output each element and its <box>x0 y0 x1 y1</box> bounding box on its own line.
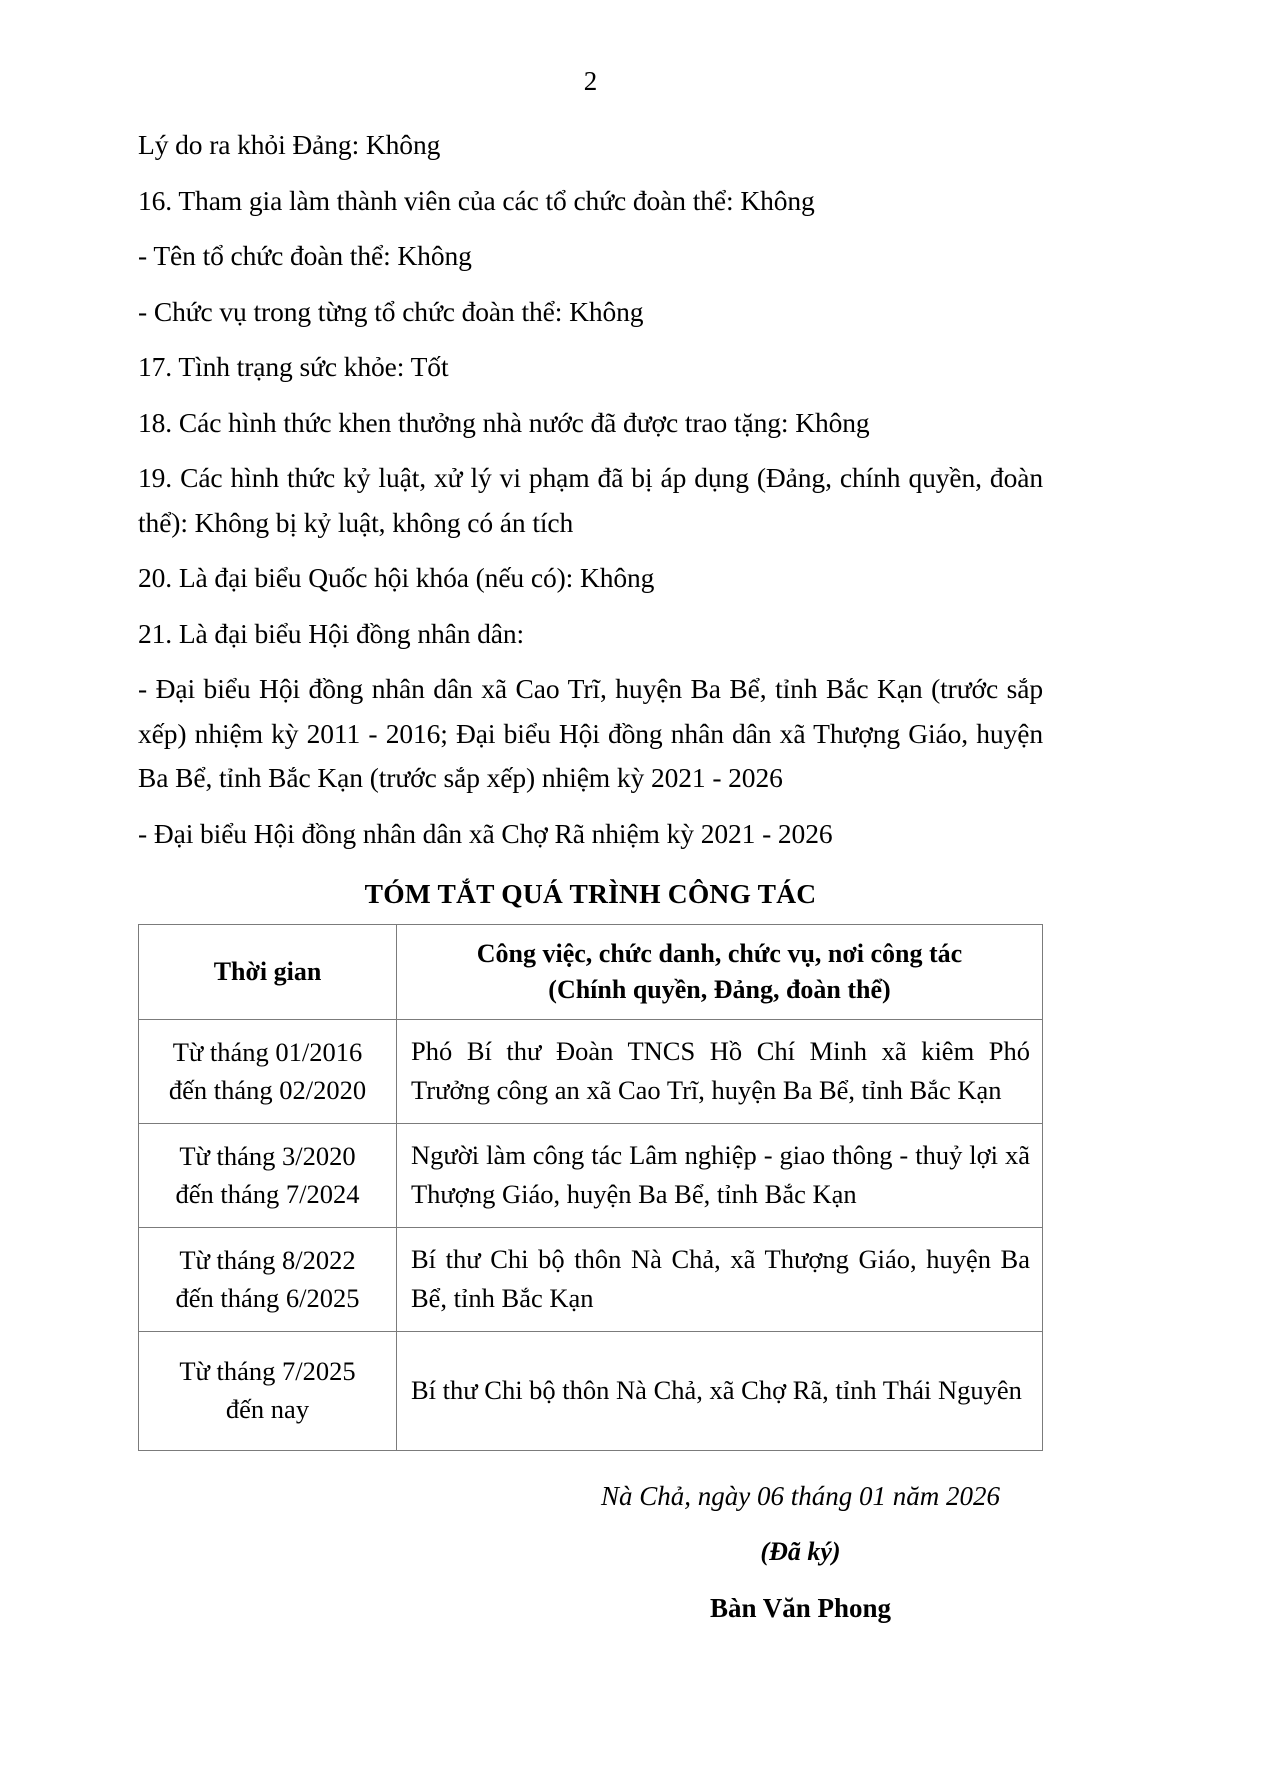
career-row-0-time-inner <box>139 1021 396 1123</box>
career-row-3-description <box>397 1332 1043 1451</box>
career-row-2-time-line2: đến tháng 6/2025 <box>175 1282 360 1313</box>
career-header-work-label <box>397 925 1042 1019</box>
career-table-title: TÓM TẮT QUÁ TRÌNH CÔNG TÁC <box>364 878 817 909</box>
body-line-reason-leaving-party: Lý do ra khỏi Đảng: Không <box>138 129 441 160</box>
body-line-item-16: 16. Tham gia làm thành viên của các tổ chức đoàn thể: Không <box>138 184 815 216</box>
table-row <box>139 1228 1043 1332</box>
career-row-0-time-line2: đến tháng 02/2020 <box>168 1074 367 1105</box>
signature-place-date: Nà Chả, ngày 06 tháng 01 năm 2026 <box>600 1481 1000 1511</box>
career-row-3-description-text: Bí thư Chi bộ thôn Nà Chả, xã Chợ Rã, tỉnh Thái Nguyên <box>411 1374 1022 1405</box>
career-row-2-time-inner <box>139 1229 396 1331</box>
career-row-3-time <box>139 1332 397 1451</box>
body-paragraph-item-19: 19. Các hình thức kỷ luật, xử lý vi phạm đã bị áp dụng (Đảng, chính quyền, đoàn thể): Không bị kỷ luật, không có án tích <box>138 462 1043 538</box>
career-header-time-label: Thời gian <box>213 957 322 986</box>
career-row-1-time-line1: Từ tháng 3/2020 <box>179 1140 356 1171</box>
career-row-0-description <box>397 1020 1043 1124</box>
body-line-item-17: 17. Tình trạng sức khỏe: Tốt <box>138 351 449 382</box>
career-row-2-description <box>397 1228 1043 1332</box>
career-row-3-time-line2: đến nay <box>225 1394 310 1424</box>
career-table-header-row <box>139 925 1043 1020</box>
career-row-2-time <box>139 1228 397 1332</box>
signature-inner <box>566 1475 1036 1629</box>
career-row-2-time-line1: Từ tháng 8/2022 <box>179 1244 356 1275</box>
body-paragraph-item-21-dash-2: - Đại biểu Hội đồng nhân dân xã Chợ Rã nhiệm kỳ 2021 - 2026 <box>138 817 833 849</box>
body-paragraph-item-21-dash-1: - Đại biểu Hội đồng nhân dân xã Cao Trĩ, huyện Ba Bể, tỉnh Bắc Kạn (trước sắp xếp) nhiệm kỳ 2011 - 2016; Đại biểu Hội đồng nhân dân xã Thượng Giáo, huyện Ba Bể, tỉnh Bắc Kạn (trước sắp xếp) nhiệm kỳ 2021 - 2026 <box>138 673 1043 793</box>
body-line-item-21: 21. Là đại biểu Hội đồng nhân dân: <box>138 617 525 649</box>
career-header-time <box>139 925 397 1020</box>
career-summary-table <box>138 924 1043 1451</box>
signature-block <box>138 1475 1043 1629</box>
career-table-head <box>139 925 1043 1020</box>
career-header-work-line1: Công việc, chức danh, chức vụ, nơi công tác <box>476 939 963 968</box>
page-number: 2 <box>583 66 598 96</box>
body-line-item-16-org-name: - Tên tổ chức đoàn thể: Không <box>138 240 472 271</box>
signature-name: Bàn Văn Phong <box>709 1593 892 1623</box>
table-row <box>139 1332 1043 1451</box>
career-header-work-line2: (Chính quyền, Đảng, đoàn thể) <box>548 975 891 1004</box>
body-text-block <box>138 123 1043 856</box>
career-row-3-time-inner <box>139 1332 396 1450</box>
career-header-work <box>397 925 1043 1020</box>
body-line-item-18: 18. Các hình thức khen thưởng nhà nước đã được trao tặng: Không <box>138 406 870 438</box>
career-row-0-time <box>139 1020 397 1124</box>
career-row-1-time-inner <box>139 1125 396 1227</box>
career-row-1-time <box>139 1124 397 1228</box>
career-table-body <box>139 1020 1043 1451</box>
career-row-0-description-text: Phó Bí thư Đoàn TNCS Hồ Chí Minh xã kiêm Phó Trưởng công an xã Cao Trĩ, huyện Ba Bể, tỉnh Bắc Kạn <box>411 1036 1030 1105</box>
table-row <box>139 1020 1043 1124</box>
page-content <box>138 0 1043 1629</box>
table-row <box>139 1124 1043 1228</box>
career-row-1-description <box>397 1124 1043 1228</box>
career-row-0-time-line1: Từ tháng 01/2016 <box>172 1036 363 1067</box>
career-row-1-time-line2: đến tháng 7/2024 <box>175 1178 360 1209</box>
career-row-1-description-text: Người làm công tác Lâm nghiệp - giao thông - thuỷ lợi xã Thượng Giáo, huyện Ba Bể, tỉnh Bắc Kạn <box>411 1140 1030 1209</box>
career-row-3-time-line1: Từ tháng 7/2025 <box>179 1356 356 1386</box>
career-row-2-description-text: Bí thư Chi bộ thôn Nà Chả, xã Thượng Giáo, huyện Ba Bể, tỉnh Bắc Kạn <box>411 1244 1030 1313</box>
body-line-item-20: 20. Là đại biểu Quốc hội khóa (nếu có): Không <box>138 562 655 593</box>
body-line-item-16-org-position: - Chức vụ trong từng tổ chức đoàn thể: Không <box>138 295 644 327</box>
signature-signed-note: (Đã ký) <box>760 1537 841 1566</box>
